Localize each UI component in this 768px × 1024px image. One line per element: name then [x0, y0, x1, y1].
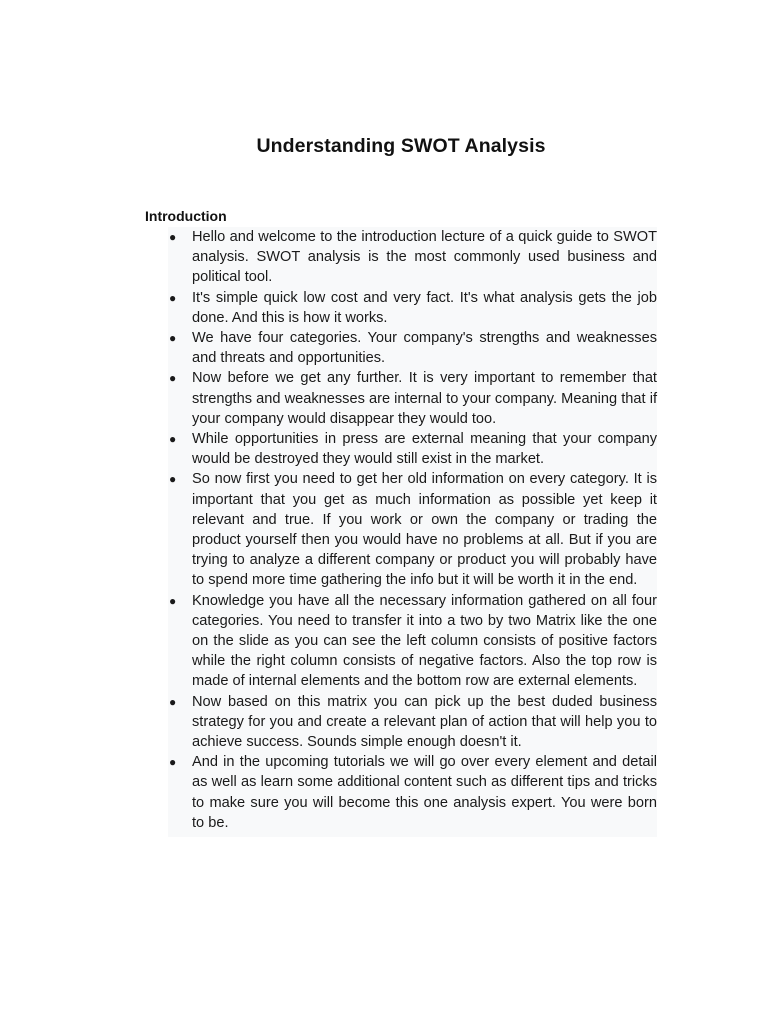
bullet-icon: ●: [169, 230, 177, 244]
list-item: [168, 692, 657, 753]
list-item: [168, 429, 657, 469]
list-item-text: Now before we get any further. It is very important to remember that strengths and weaknesses are internal to your company. Meaning that if your company would disappear they would too.: [192, 370, 657, 427]
list-item: [168, 328, 657, 368]
list-item-text: It's simple quick low cost and very fact. It's what analysis gets the job done. And this is how it works.: [192, 289, 657, 326]
page-title: Understanding SWOT Analysis: [256, 135, 546, 157]
bullet-list: [168, 227, 657, 837]
list-item-text: And in the upcoming tutorials we will go over every element and detail as well as learn some additional content such as different tips and tricks to make sure you will become this one analysis expert. You were born to be.: [192, 754, 657, 831]
list-item-text: Now based on this matrix you can pick up the best duded business strategy for you and create a relevant plan of action that will help you to achieve success. Sounds simple enough doesn't it.: [192, 693, 657, 751]
bullet-icon: ●: [169, 432, 177, 447]
list-item: [168, 591, 657, 692]
bullet-icon: ●: [169, 593, 177, 608]
bullet-icon: ●: [169, 694, 177, 709]
list-item: [168, 752, 657, 833]
bullet-icon: ●: [169, 755, 177, 770]
bullet-icon: ●: [169, 290, 177, 305]
list-item: [168, 288, 657, 328]
list-item-text: Hello and welcome to the introduction lecture of a quick guide to SWOT analysis. SWOT analysis is the most commonly used business and political tool.: [192, 229, 657, 286]
bullet-icon: ●: [169, 371, 177, 386]
section-heading: Introduction: [145, 208, 227, 224]
bullet-icon: ●: [169, 331, 177, 346]
list-item: [168, 227, 657, 288]
list-item-text: Knowledge you have all the necessary information gathered on all four categories. You need to transfer it into a two by two Matrix like the one on the slide as you can see the left column consists of positive factors while the right column consists of negative factors. Also the top row is made of internal elements and the bottom row are external elements.: [192, 592, 657, 690]
list-item: [168, 368, 657, 429]
list-item-text: We have four categories. Your company's strengths and weaknesses and threats and opportunities.: [192, 330, 657, 367]
bullet-icon: ●: [169, 472, 177, 487]
list-item-text: So now first you need to get her old information on every category. It is important that you get as much information as possible yet keep it relevant and true. If you work or own the company or trading the product yourself then you would have no problems at all. But if you are trying to analyze a different company or product you will probably have to spend more time gathering the info but it will be worth it in the end.: [192, 471, 657, 589]
list-item-text: While opportunities in press are external meaning that your company would be destroyed they would still exist in the market.: [192, 431, 657, 468]
list-item: [168, 469, 657, 590]
